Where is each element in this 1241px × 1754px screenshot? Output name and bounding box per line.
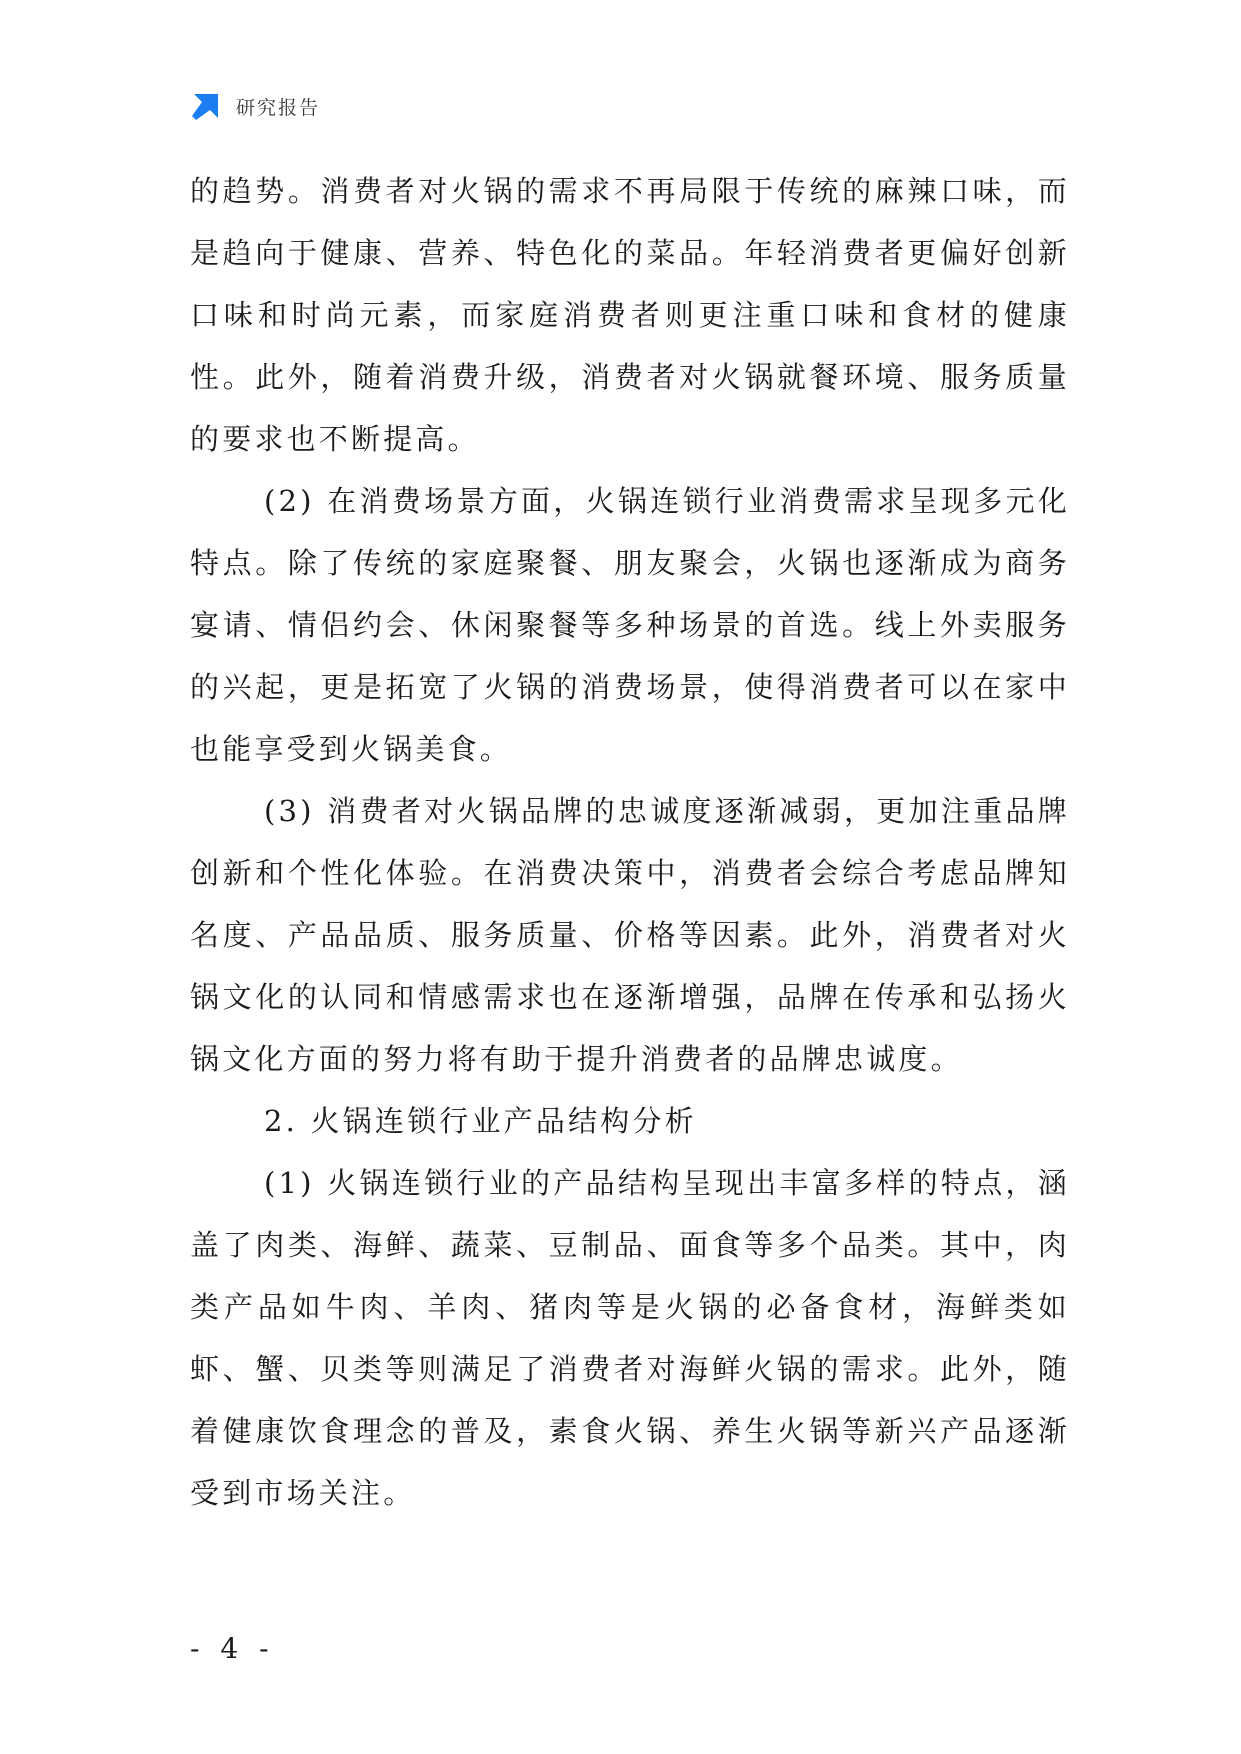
section-heading: 2. 火锅连锁行业产品结构分析 (264, 1104, 697, 1138)
page-header (190, 86, 320, 126)
main-content (190, 160, 1070, 1524)
paragraph-continued: 的趋势。消费者对火锅的需求不再局限于传统的麻辣口味，而是趋向于健康、营养、特色化的菜品。年轻消费者更偏好创新口味和时尚元素，而家庭消费者则更注重口味和食材的健康性。此外，随着消费升级，消费者对火锅就餐环境、服务质量的要求也不断提高。 (190, 174, 1070, 456)
page-number: - 4 - (190, 1632, 275, 1665)
paragraph-brand-loyalty: (3) 消费者对火锅品牌的忠诚度逐渐减弱，更加注重品牌创新和个性化体验。在消费决策中，消费者会综合考虑品牌知名度、产品品质、服务质量、价格等因素。此外，消费者对火锅文化的认同和情感需求也在逐渐增强，品牌在传承和弘扬火锅文化方面的努力将有助于提升消费者的品牌忠诚度。 (190, 794, 1070, 1076)
paragraph-consumption-scenes: (2) 在消费场景方面，火锅连锁行业消费需求呈现多元化特点。除了传统的家庭聚餐、朋友聚会，火锅也逐渐成为商务宴请、情侣约会、休闲聚餐等多种场景的首选。线上外卖服务的兴起，更是拓宽了火锅的消费场景，使得消费者可以在家中也能享受到火锅美食。 (190, 484, 1070, 766)
header-title: 研究报告 (236, 96, 321, 119)
arrow-up-right-icon (190, 90, 222, 122)
paragraph-product-structure: (1) 火锅连锁行业的产品结构呈现出丰富多样的特点，涵盖了肉类、海鲜、蔬菜、豆制品、面食等多个品类。其中，肉类产品如牛肉、羊肉、猪肉等是火锅的必备食材，海鲜类如虾、蟹、贝类等则满足了消费者对海鲜火锅的需求。此外，随着健康饮食理念的普及，素食火锅、养生火锅等新兴产品逐渐受到市场关注。 (190, 1166, 1070, 1510)
